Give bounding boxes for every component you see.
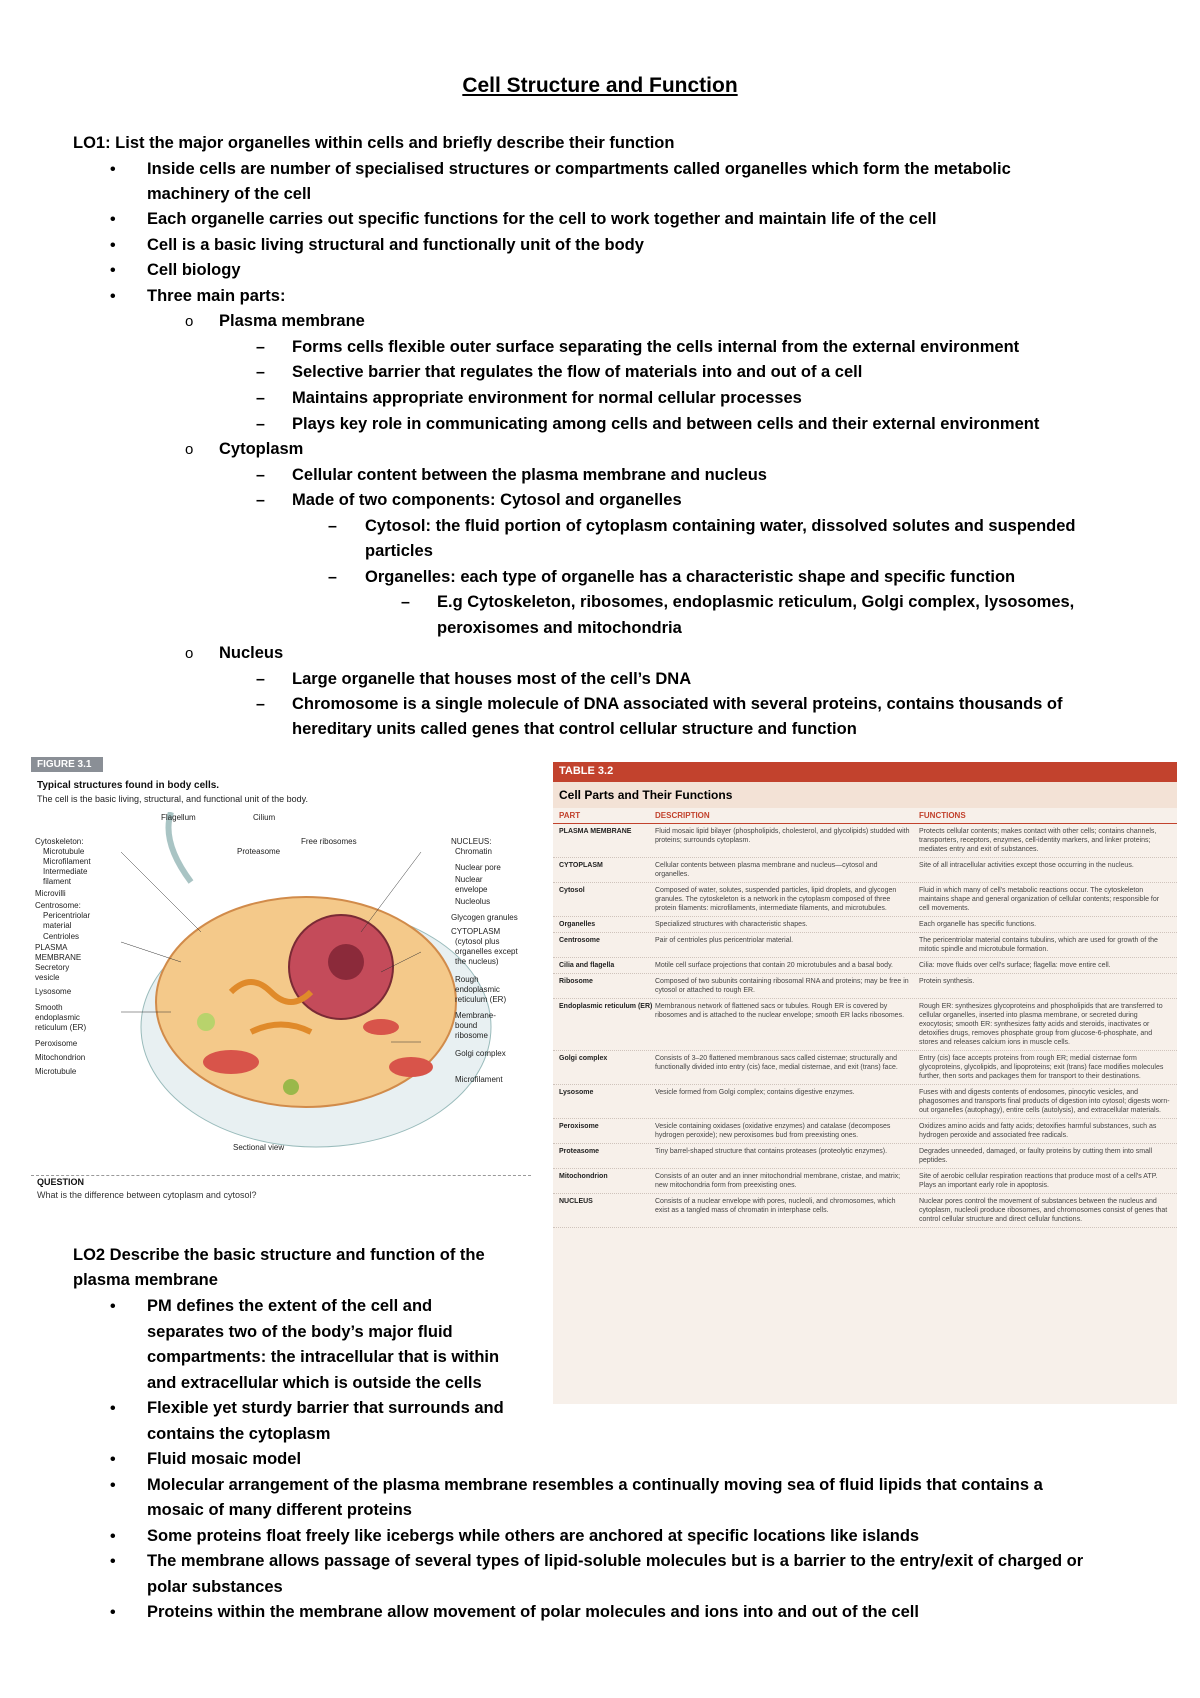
- figure-subtitle: The cell is the basic living, structural, and functional unit of the body.: [37, 794, 308, 804]
- table-cell-description: Motile cell surface projections that contain 20 microtubules and a basal body.: [655, 962, 894, 969]
- lo1-heading: LO1: List the major organelles within cells and briefly describe their function: [73, 134, 675, 152]
- table-row: [553, 883, 1177, 917]
- dash-bullet: –: [256, 671, 265, 688]
- table-header-part: PART: [559, 811, 581, 820]
- table-row: [553, 1051, 1177, 1085]
- fig-label-top: Cilium: [253, 813, 276, 822]
- fig-label-right: Microfilament: [455, 1075, 503, 1084]
- fig-label-top: Free ribosomes: [301, 837, 357, 846]
- table-cell-description: Specialized structures with characteristic shapes.: [655, 921, 808, 928]
- bullet-dot: •: [110, 211, 116, 228]
- nucleus-item-1: Large organelle that houses most of the cell’s DNA: [292, 670, 692, 688]
- cytosol-line-2: particles: [365, 542, 433, 560]
- dash-bullet: –: [256, 416, 265, 433]
- page-title: Cell Structure and Function: [462, 74, 738, 97]
- table-cell-functions: Protein synthesis.: [919, 978, 975, 985]
- table-cell-part: Cilia and flagella: [559, 962, 615, 969]
- table-cell-description: Vesicle containing oxidases (oxidative enzymes) and catalase (decomposes hydrogen peroxide); new peroxisomes bud from preexisting ones.: [655, 1123, 891, 1139]
- table-cell-functions: Site of aerobic cellular respiration reactions that produce most of a cell's ATP. Plays an important early role in apoptosis.: [919, 1173, 1158, 1189]
- nucleus-item-2b: hereditary units called genes that control cellular structure and function: [292, 720, 857, 738]
- table-cell-functions: Fuses with and digests contents of endosomes, pinocytic vesicles, and phagosomes and transports final products of digestion into cytosol; digests worn-out organelles (autophagy), entire cells (autolysis), and extracellular materials.: [919, 1089, 1170, 1114]
- part-plasma-membrane: Plasma membrane: [219, 312, 365, 330]
- sub-bullet-o: o: [185, 645, 194, 662]
- figure-divider: [31, 1175, 531, 1176]
- dash-bullet: –: [401, 594, 410, 611]
- sub-bullet-o: o: [185, 313, 194, 330]
- table-cell-description: Pair of centrioles plus pericentriolar material.: [655, 937, 794, 944]
- table-cell-functions: Site of all intracellular activities except those occurring in the nucleus.: [919, 862, 1134, 869]
- table-cell-functions: Nuclear pores control the movement of substances between the nucleus and cytoplasm, nucleoli produce ribosomes, and chromosomes consist of genes that control cellular structure and direct cellular functions.: [919, 1198, 1168, 1223]
- lo2-bullet-3: Fluid mosaic model: [147, 1450, 302, 1468]
- table-cell-part: CYTOPLASM: [559, 862, 603, 869]
- table-cell-description: Fluid mosaic lipid bilayer (phospholipids, cholesterol, and glycolipids) studded with proteins; surrounds cytoplasm.: [655, 828, 910, 844]
- table-row: [553, 1144, 1177, 1169]
- bullet-dot: •: [110, 161, 116, 178]
- table-cell-part: PLASMA MEMBRANE: [559, 828, 632, 835]
- fig-label-right: Nuclear: [455, 875, 483, 884]
- fig-label-left: Microfilament: [43, 857, 91, 866]
- lo2-bullet-1: compartments: the intracellular that is within: [147, 1348, 500, 1366]
- table-cell-part: Mitochondrion: [559, 1173, 608, 1180]
- cyto-item-1: Cellular content between the plasma membrane and nucleus: [292, 466, 767, 484]
- table-row: [553, 917, 1177, 933]
- bullet-dot: •: [110, 288, 116, 305]
- table-cell-functions: Degrades unneeded, damaged, or faulty proteins by cutting them into small peptides.: [919, 1148, 1153, 1164]
- lo1-bullet-4: Cell biology: [147, 261, 241, 279]
- lo2-bullet-6: The membrane allows passage of several types of lipid-soluble molecules but is a barrier to the entry/exit of charged or: [147, 1552, 1084, 1570]
- lo2-heading-2: plasma membrane: [73, 1271, 218, 1289]
- fig-label-right: ribosome: [455, 1031, 488, 1040]
- fig-label-right: Golgi complex: [455, 1049, 506, 1058]
- fig-label-left: Lysosome: [35, 987, 72, 996]
- fig-label-right: reticulum (ER): [455, 995, 507, 1004]
- fig-label-left: Secretory: [35, 963, 70, 972]
- table-row: [553, 1194, 1177, 1228]
- table-cell-functions: Fluid in which many of cell's metabolic reactions occur. The cytoskeleton maintains shape and general organization of cellular contents; responsible for cell movements.: [919, 887, 1160, 912]
- table-row: [553, 974, 1177, 999]
- lo1-bullet-1: Inside cells are number of specialised structures or compartments called organelles which form the metabolic: [147, 160, 1011, 178]
- fig-label-left: Intermediate: [43, 867, 88, 876]
- table-cell-description: Consists of an outer and an inner mitochondrial membrane, cristae, and matrix; new mitochondria form from preexisting ones.: [655, 1173, 901, 1189]
- table-row: [553, 1085, 1177, 1119]
- table-row: [553, 958, 1177, 974]
- table-row: [553, 858, 1177, 883]
- fig-label-left: Pericentriolar: [43, 911, 91, 920]
- table-cell-description: Vesicle formed from Golgi complex; contains digestive enzymes.: [655, 1089, 855, 1096]
- figure-title: Typical structures found in body cells.: [37, 780, 220, 791]
- table-row: [553, 933, 1177, 958]
- bullet-dot: •: [110, 1298, 116, 1315]
- lo1-bullet-5: Three main parts:: [147, 287, 286, 305]
- fig-label-left: Microvilli: [35, 889, 66, 898]
- table-cell-description: Consists of 3–20 flattened membranous sacs called cisternae; structurally and functionally divided into entry (cis) face, medial cisternae, and exit (trans) face.: [655, 1055, 898, 1071]
- fig-label-left: material: [43, 921, 72, 930]
- lo2-heading: LO2 Describe the basic structure and function of the: [73, 1246, 485, 1264]
- fig-label-left: Cytoskeleton:: [35, 837, 84, 846]
- table-cell-description: Composed of water, solutes, suspended particles, lipid droplets, and glycogen granules. The cytoskeleton is a network in the cytoplasm composed of three protein filaments: microfilaments, intermediate filaments, and microtubules.: [655, 887, 897, 912]
- table-cell-part: Proteasome: [559, 1148, 600, 1155]
- pm-item-3: Maintains appropriate environment for normal cellular processes: [292, 389, 802, 407]
- figure-question: What is the difference between cytoplasm and cytosol?: [37, 1190, 257, 1200]
- fig-label-top: Proteasome: [237, 847, 281, 856]
- table-cell-part: Ribosome: [559, 978, 593, 985]
- dash-bullet: –: [256, 467, 265, 484]
- table-row: [553, 1119, 1177, 1144]
- fig-label-left: Smooth: [35, 1003, 63, 1012]
- table-cell-part: Peroxisome: [559, 1123, 599, 1130]
- fig-label-left: Centrosome:: [35, 901, 81, 910]
- table-title: Cell Parts and Their Functions: [553, 782, 1177, 808]
- table-cell-description: Tiny barrel-shaped structure that contains proteases (proteolytic enzymes).: [655, 1148, 888, 1155]
- fig-label-left: Centrioles: [43, 932, 80, 941]
- bullet-dot: •: [110, 1451, 116, 1468]
- dash-bullet: –: [256, 339, 265, 356]
- table-tag: TABLE 3.2: [553, 762, 1177, 782]
- dash-bullet: –: [256, 492, 265, 509]
- table-row: [553, 824, 1177, 858]
- table-header-row: [553, 808, 1177, 824]
- table-body: [553, 824, 1177, 1228]
- table-cell-part: Endoplasmic reticulum (ER): [559, 1003, 653, 1010]
- cytosol-line-1: Cytosol: the fluid portion of cytoplasm containing water, dissolved solutes and suspended: [365, 517, 1076, 535]
- fig-label-right: NUCLEUS:: [451, 837, 492, 846]
- pm-item-4: Plays key role in communicating among cells and between cells and their external environment: [292, 415, 1040, 433]
- fig-label-left: endoplasmic: [35, 1013, 80, 1022]
- cyto-item-2: Made of two components: Cytosol and organelles: [292, 491, 682, 509]
- fig-label-left: Microtubule: [43, 847, 85, 856]
- lo1-bullet-3: Cell is a basic living structural and functionally unit of the body: [147, 236, 644, 254]
- fig-label-right: Nucleolus: [455, 897, 491, 906]
- lo2-bullet-1: and extracellular which is outside the cells: [147, 1374, 482, 1392]
- table-header-description: DESCRIPTION: [655, 811, 710, 820]
- table-cell-functions: Oxidizes amino acids and fatty acids; detoxifies harmful substances, such as hydrogen peroxide and associated free radicals.: [919, 1123, 1157, 1139]
- fig-label-right: CYTOPLASM: [451, 927, 501, 936]
- lo2-bullet-5: Some proteins float freely like icebergs while others are anchored at specific locations like islands: [147, 1527, 920, 1545]
- table-cell-parts: [553, 762, 1177, 1404]
- dash-bullet: –: [256, 364, 265, 381]
- dash-bullet: –: [256, 696, 265, 713]
- fig-label-right: Glycogen granules: [451, 913, 518, 922]
- bullet-dot: •: [110, 1528, 116, 1545]
- lo2-bullet-1: separates two of the body’s major fluid: [147, 1323, 453, 1341]
- pm-item-2: Selective barrier that regulates the flow of materials into and out of a cell: [292, 363, 863, 381]
- part-cytoplasm: Cytoplasm: [219, 440, 304, 458]
- table-cell-functions: Protects cellular contents; makes contact with other cells; contains channels, transporters, receptors, enzymes, cell-identity markers, and linker proteins; mediates entry and exit of substances.: [919, 828, 1157, 853]
- table-cell-functions: Cilia: move fluids over cell's surface; flagella: move entire cell.: [919, 962, 1111, 969]
- table-cell-part: Golgi complex: [559, 1055, 608, 1062]
- nucleolus-shape: [328, 944, 364, 980]
- table-cell-functions: The pericentriolar material contains tubulins, which are used for growth of the mitotic spindle and microtubule formation.: [919, 937, 1158, 953]
- organelles-line: Organelles: each type of organelle has a characteristic shape and specific function: [365, 568, 1016, 586]
- table-cell-functions: Each organelle has specific functions.: [919, 921, 1037, 928]
- fig-label-left: filament: [43, 877, 72, 886]
- table-cell-part: NUCLEUS: [559, 1198, 593, 1205]
- figure-cell-structures: [31, 757, 535, 1219]
- fig-label-left: Mitochondrion: [35, 1053, 86, 1062]
- fig-label-right: endoplasmic: [455, 985, 500, 994]
- dash-bullet: –: [328, 518, 337, 535]
- bullet-dot: •: [110, 262, 116, 279]
- table-cell-description: Consists of a nuclear envelope with pores, nucleoli, and chromosomes, which exist as a tangled mass of chromatin in interphase cells.: [655, 1198, 896, 1214]
- bullet-dot: •: [110, 237, 116, 254]
- eg-line-2: peroxisomes and mitochondria: [437, 619, 682, 637]
- table-row: [553, 1169, 1177, 1194]
- lo2-bullet-1: PM defines the extent of the cell and: [147, 1297, 433, 1315]
- lo1-bullet-2: Each organelle carries out specific functions for the cell to work together and maintain life of the cell: [147, 210, 937, 228]
- lo2-bullet-2: Flexible yet sturdy barrier that surrounds and: [147, 1399, 504, 1417]
- bullet-dot: •: [110, 1553, 116, 1570]
- fig-label-left: Microtubule: [35, 1067, 77, 1076]
- table-cell-functions: Rough ER: synthesizes glycoproteins and phospholipids that are transferred to cellular organelles, inserted into plasma membrane, or secreted during exocytosis; smooth ER: synthesizes fatty acids and steroids, inactivates or detoxifies drugs, removes phosphate group from glucose-6-phosphate, and stores and releases calcium ions in muscle cells.: [919, 1003, 1163, 1046]
- fig-label-left: Peroxisome: [35, 1039, 78, 1048]
- bullet-dot: •: [110, 1400, 116, 1417]
- flagellum-shape: [169, 812, 192, 882]
- fig-label-right: bound: [455, 1021, 478, 1030]
- dash-bullet: –: [328, 569, 337, 586]
- fig-label-right: Nuclear pore: [455, 863, 501, 872]
- fig-label-top: Flagellum: [161, 813, 196, 822]
- table-cell-description: Composed of two subunits containing ribosomal RNA and proteins; may be free in cytosol or attached to rough ER.: [655, 978, 909, 994]
- table-cell-description: Cellular contents between plasma membrane and nucleus—cytosol and organelles.: [655, 862, 878, 878]
- lo2-bullet-4: mosaic of many different proteins: [147, 1501, 412, 1519]
- fig-label-right: Rough: [455, 975, 479, 984]
- table-cell-description: Membranous network of flattened sacs or tubules. Rough ER is covered by ribosomes and is attached to the nuclear envelope; smooth ER lacks ribosomes.: [655, 1003, 905, 1019]
- table-cell-part: Cytosol: [559, 887, 585, 894]
- fig-label-right: (cytosol plus: [455, 937, 500, 946]
- fig-label-right: Chromatin: [455, 847, 492, 856]
- pm-item-1: Forms cells flexible outer surface separating the cells internal from the external environment: [292, 338, 1020, 356]
- lo2-bullet-7: Proteins within the membrane allow movement of polar molecules and ions into and out of the cell: [147, 1603, 919, 1621]
- fig-label-left: PLASMA: [35, 943, 68, 952]
- figure-caption: Sectional view: [233, 1143, 285, 1152]
- bullet-dot: •: [110, 1477, 116, 1494]
- table-row: [553, 999, 1177, 1051]
- dash-bullet: –: [256, 390, 265, 407]
- table-cell-part: Organelles: [559, 921, 596, 928]
- lo2-bullet-2: contains the cytoplasm: [147, 1425, 331, 1443]
- table-cell-part: Centrosome: [559, 937, 600, 944]
- part-nucleus: Nucleus: [219, 644, 284, 662]
- fig-label-left: vesicle: [35, 973, 60, 982]
- eg-line-1: E.g Cytoskeleton, ribosomes, endoplasmic reticulum, Golgi complex, lysosomes,: [437, 593, 1075, 611]
- lo2-bullet-4: Molecular arrangement of the plasma membrane resembles a continually moving sea of fluid lipids that contains a: [147, 1476, 1043, 1494]
- table-cell-functions: Entry (cis) face accepts proteins from rough ER; medial cisternae form glycoproteins, glycolipids, and lipoproteins; exit (trans) face modifies molecules further, then sorts and packages them for transport to their destinations.: [919, 1055, 1164, 1080]
- table-header-functions: FUNCTIONS: [919, 811, 966, 820]
- fig-label-right: the nucleus): [455, 957, 499, 966]
- nucleus-item-2: Chromosome is a single molecule of DNA associated with several proteins, contains thousands of: [292, 695, 1063, 713]
- lo1-bullet-1b: machinery of the cell: [147, 185, 312, 203]
- fig-label-right: Membrane-: [455, 1011, 496, 1020]
- lo2-bullet-6: polar substances: [147, 1578, 283, 1596]
- fig-label-left: reticulum (ER): [35, 1023, 87, 1032]
- bullet-dot: •: [110, 1604, 116, 1621]
- figure-tag: FIGURE 3.1: [31, 757, 103, 772]
- fig-label-right: envelope: [455, 885, 488, 894]
- fig-label-left: MEMBRANE: [35, 953, 82, 962]
- table-cell-part: Lysosome: [559, 1089, 594, 1096]
- fig-label-right: organelles except: [455, 947, 518, 956]
- mitochondrion-shape: [203, 1050, 259, 1074]
- sub-bullet-o: o: [185, 441, 194, 458]
- figure-question-label: QUESTION: [37, 1177, 85, 1187]
